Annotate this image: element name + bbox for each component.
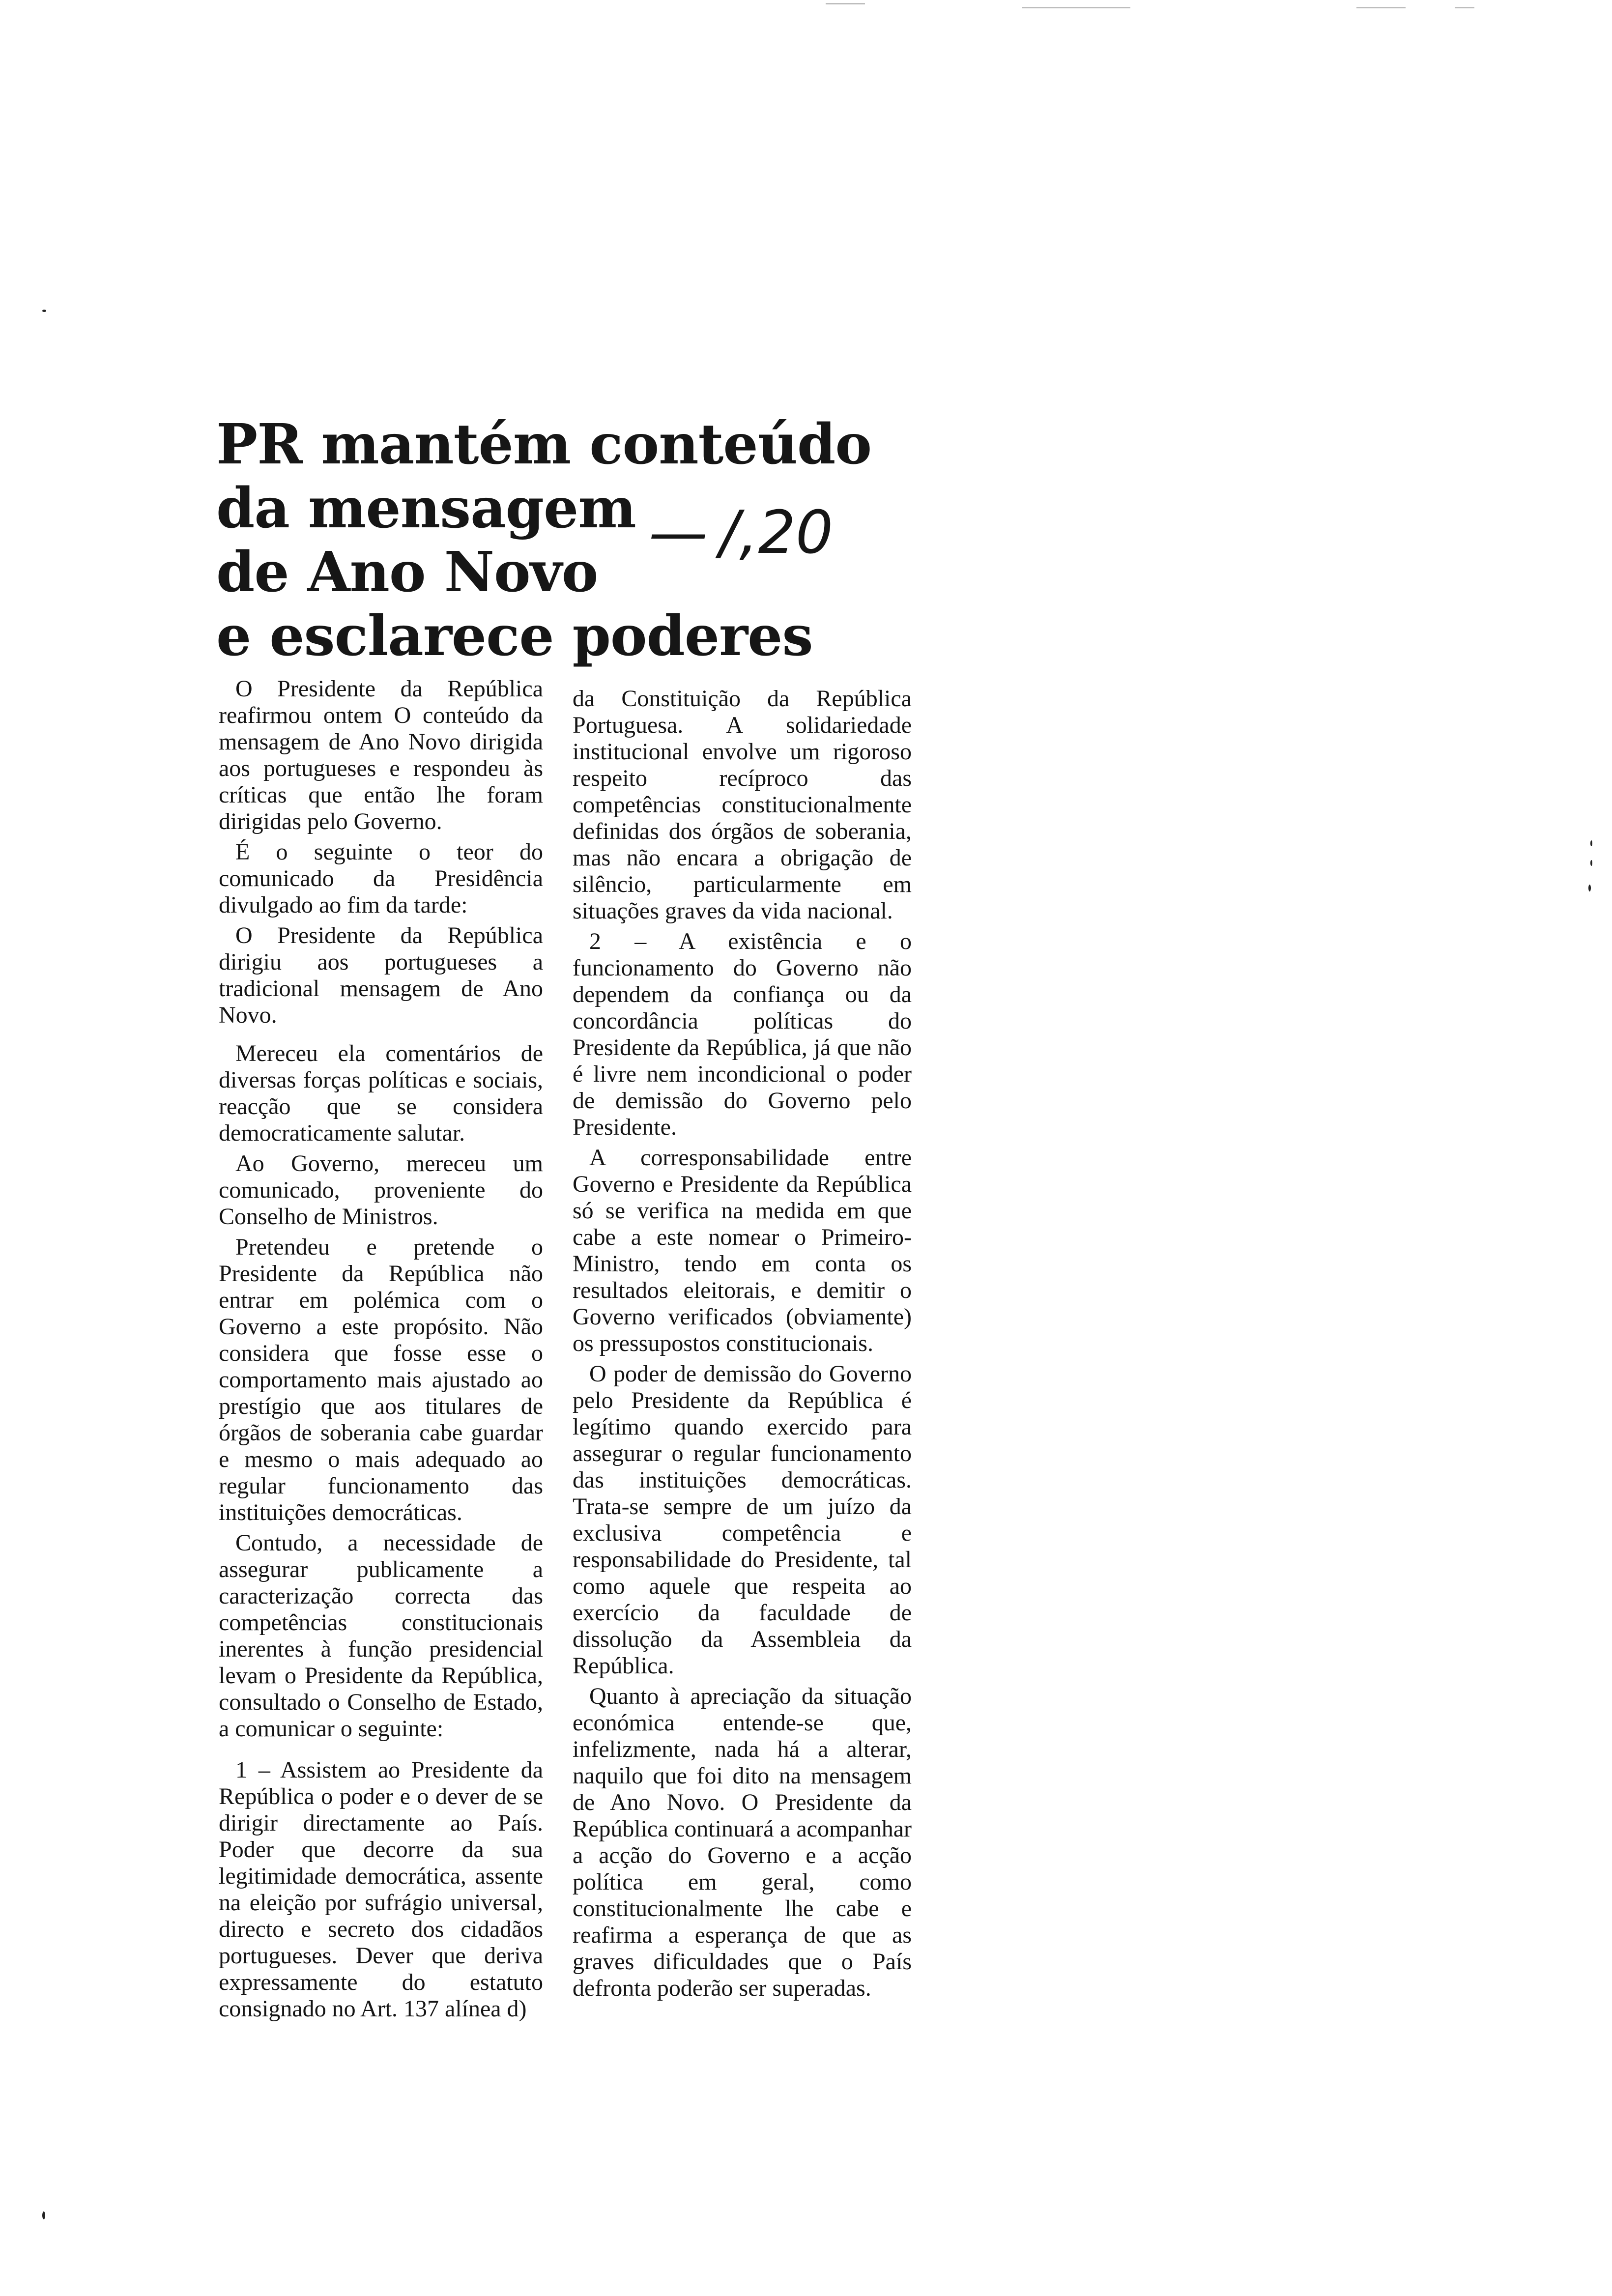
speck [1588,885,1591,891]
paragraph: Pretendeu e pretende o Presidente da República não entrar em polémica com o Governo a este propósito. Não considera que fosse esse o comportamento mais ajustado ao prestígio que aos titulares de órgãos de soberania cabe guardar e mesmo o mais adequado ao regular funcionamento das instituições democráticas. [219,1234,543,1525]
headline-line: de Ano Novo [216,540,598,604]
article-column-left [219,676,543,2026]
scan-mark [1356,7,1406,8]
scan-mark [826,3,865,4]
speck [1590,840,1592,846]
paragraph: O Presidente da República reafirmou ontem O conteúdo da mensagem de Ano Novo dirigida aos portugueses e respondeu às críticas que então lhe foram dirigidas pelo Governo. [219,676,543,834]
paragraph: A corresponsabilidade entre Governo e Presidente da República só se verifica na medida em que cabe a este nomear o Primeiro-Ministro, tendo em conta os resultados eleitorais, e demitir o Governo verificados (obviamente) os pressupostos constitucionais. [573,1145,912,1356]
handwritten-annotation [649,479,860,592]
paragraph: 2 – A existência e o funcionamento do Governo não dependem da confiança ou da concordância políticas do Presidente da República, já que não é livre nem incondicional o poder de demissão do Governo pelo Presidente. [573,928,912,1140]
paragraph: É o seguinte o teor do comunicado da Presidência divulgado ao fim da tarde: [219,839,543,918]
scan-mark [1455,7,1474,8]
handwritten-note-text: — /,20 [649,499,834,567]
paragraph: Contudo, a necessidade de assegurar publicamente a caracterização correcta das competências constitucionais inerentes à função presidencial levam o Presidente da República, consultado o Conselho de Estado, a comunicar o seguinte: [219,1530,543,1742]
paragraph: Mereceu ela comentários de diversas forças políticas e sociais, reacção que se considera democraticamente salutar. [219,1040,543,1146]
article-column-right [573,686,912,2006]
paragraph: 1 – Assistem ao Presidente da República o poder e o dever de se dirigir directamente ao País. Poder que decorre da sua legitimidade democrática, assente na eleição por sufrágio universal, directo e secreto dos cidadãos portugueses. Dever que deriva expressamente do estatuto consignado no Art. 137 alínea d) [219,1757,543,2022]
paragraph: O poder de demissão do Governo pelo Presidente da República é legítimo quando exercido para assegurar o regular funcionamento das instituições democráticas. Trata-se sempre de um juízo da exclusiva competência e responsabilidade do Presidente, tal como aquele que respeita ao exercício da faculdade de dissolução da Assembleia da República. [573,1361,912,1679]
speck [1590,860,1592,866]
headline-line: da mensagem [216,476,636,541]
paragraph: da Constituição da República Portuguesa. A solidariedade institucional envolve um rigoroso respeito recíproco das competências constitucionalmente definidas dos órgãos de soberania, mas não encara a obrigação de silêncio, particularmente em situações graves da vida nacional. [573,686,912,924]
headline-line: PR mantém conteúdo [216,412,872,477]
headline-line: e esclarece poderes [216,604,813,668]
paragraph: Ao Governo, mereceu um comunicado, proveniente do Conselho de Ministros. [219,1150,543,1230]
paragraph: O Presidente da República dirigiu aos portugueses a tradicional mensagem de Ano Novo. [219,922,543,1028]
paragraph: Quanto à apreciação da situação económica entende-se que, infelizmente, nada há a alterar, naquilo que foi dito na mensagem de Ano Novo. O Presidente da República continuará a acompanhar a acção do Governo e a acção política em geral, como constitucionalmente lhe cabe e reafirma a esperança de que as graves dificuldades que o País defronta poderão ser superadas. [573,1683,912,2001]
speck [42,2211,45,2219]
speck [42,310,46,312]
scan-mark [1022,7,1130,8]
